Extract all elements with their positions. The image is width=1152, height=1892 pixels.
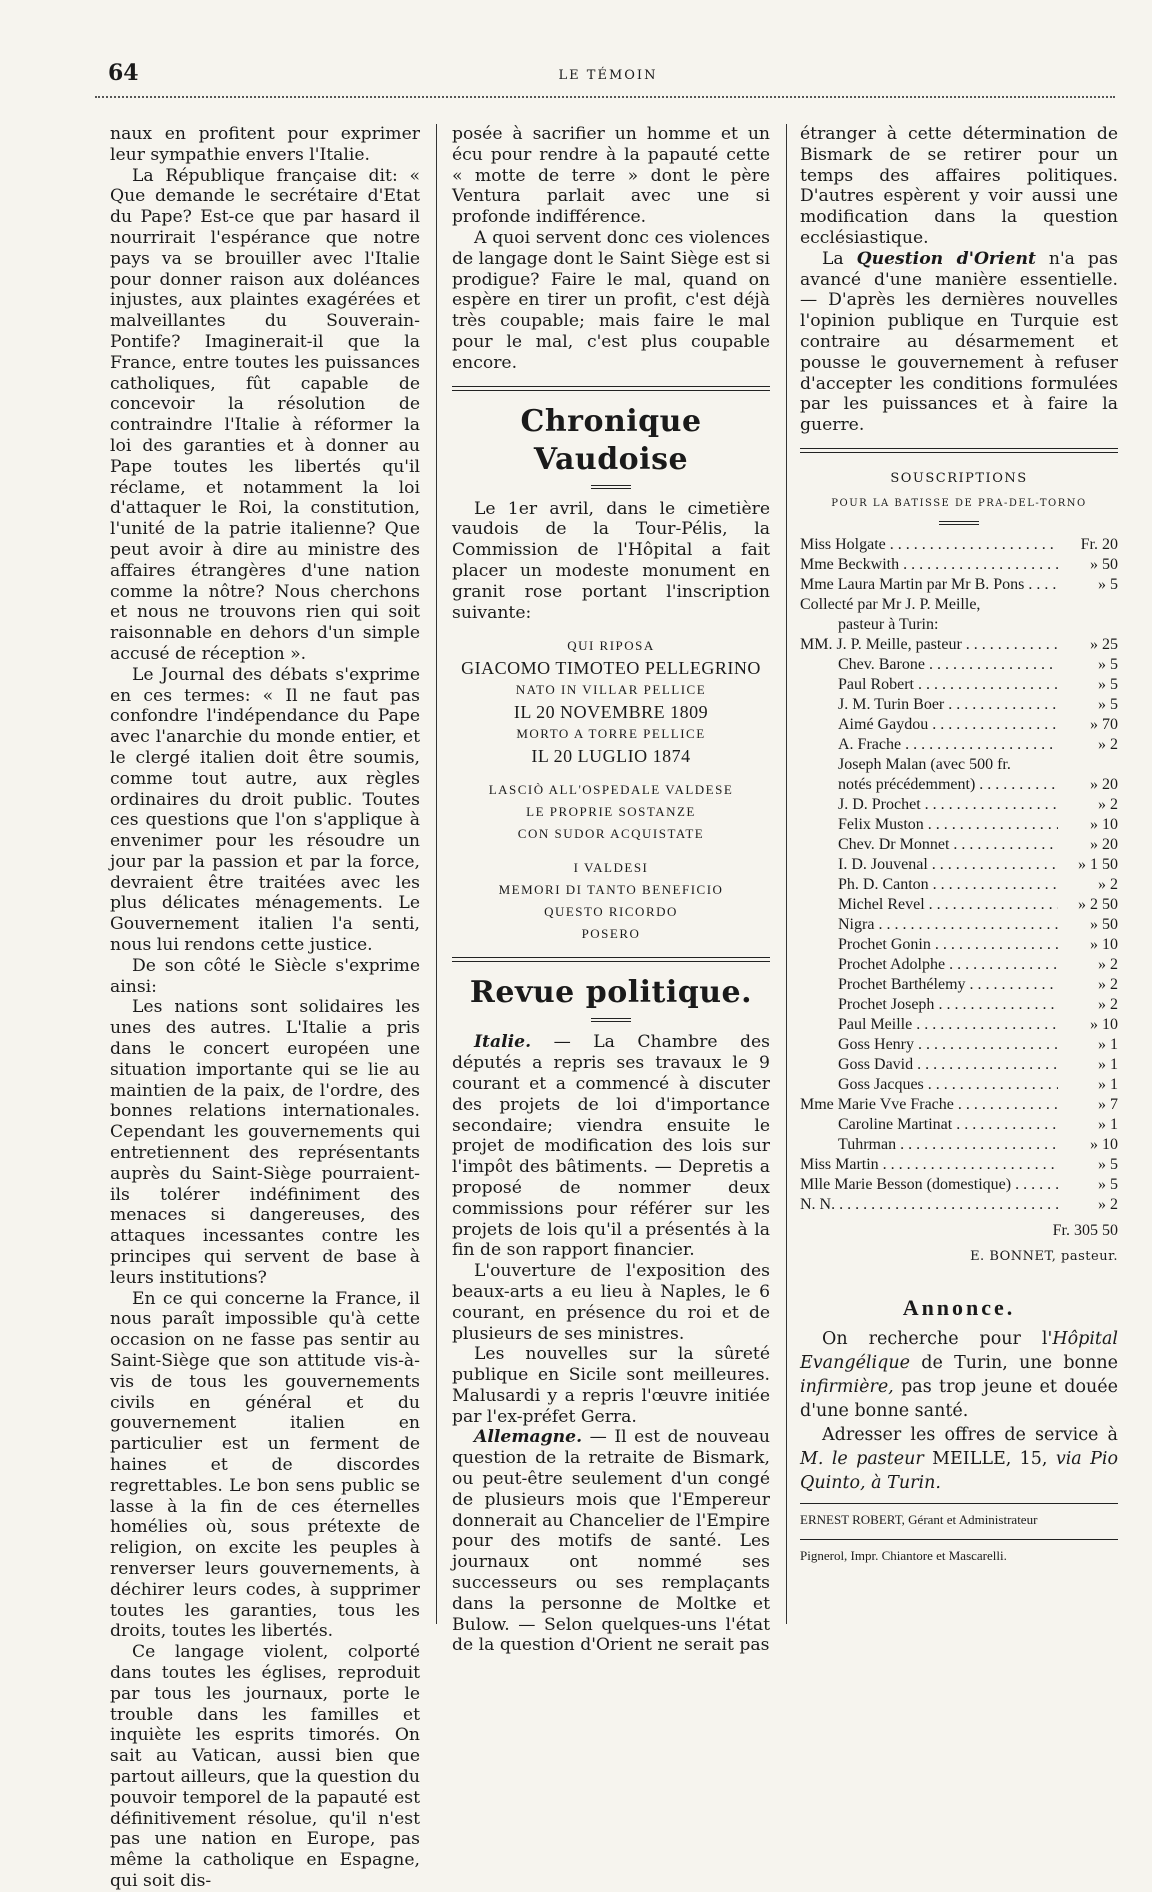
subscription-amount: » 50 <box>1090 915 1118 933</box>
paragraph: Les nouvelles sur la sûreté publique en Sicile sont meilleures. Malusardi y a repris l'œuvre initiée par l'ex-préfet Gerra. <box>452 1344 770 1427</box>
subscription-row <box>800 955 1118 975</box>
subscription-row <box>800 655 1118 675</box>
epitaph-line: I VALDESI <box>573 860 649 876</box>
running-title: LE TÉMOIN <box>558 68 658 83</box>
subscriber-name: notés précédemment) . . . <box>800 775 1058 795</box>
paragraph <box>800 1327 1118 1423</box>
paragraph: posée à sacrifier un homme et un écu pour rendre à la papauté cette « motte de terre » dont le père Ventura parlait avec une si profonde indifférence. <box>452 124 770 228</box>
subscription-amount: » 70 <box>1090 715 1118 733</box>
paragraph: Le Journal des débats s'exprime en ces termes: « Il ne faut pas confondre l'indépendance du Pape avec l'anarchie du monde entier, et le clergé italien doit être soumis, comme tout autre, aux règles ordinaires du droit public. Toutes ces questions que l'on s'applique à envenimer pour les résoudre un jour par la passion et par la force, devraient être traitées avec les plus délicates ménagements. Le Gouvernement italien l'a senti, nous lui rendons cette justice. <box>110 664 420 956</box>
subscription-row <box>800 775 1118 795</box>
paragraph-text: On recherche pour l' <box>822 1328 1053 1349</box>
paragraph <box>800 1423 1118 1495</box>
subscription-row <box>800 1135 1118 1155</box>
subscription-amount: » 5 <box>1098 695 1118 713</box>
subscription-row <box>800 795 1118 815</box>
subscriber-name: Nigra . . . <box>800 915 1058 935</box>
subscriber-name: pasteur à Turin: <box>838 615 939 633</box>
column-1 <box>110 124 420 1892</box>
subscriptions-list <box>800 535 1118 1215</box>
subscriptions-total: Fr. 305 50 <box>1052 1221 1118 1239</box>
subscriber-name: MM. J. P. Meille, pasteur . . . <box>800 635 1058 655</box>
paragraph: A quoi servent donc ces violences de langage dont le Saint Siège est si prodigue? Faire le mal, quand on espère en tirer un profit, c'est déjà très coupable; mais faire le mal pour le mal, c'est plus coupable encore. <box>452 227 770 373</box>
subscriber-name: Goss David . . . <box>800 1055 1058 1075</box>
subscription-amount: » 10 <box>1090 935 1118 953</box>
epitaph-line: IL 20 LUGLIO 1874 <box>531 746 691 767</box>
subscription-amount: » 2 50 <box>1078 895 1118 913</box>
subscription-row <box>800 935 1118 955</box>
paragraph-text: infirmière, <box>800 1376 894 1397</box>
subscriber-name: Goss Jacques . . . <box>800 1075 1058 1095</box>
subscription-row <box>800 875 1118 895</box>
subscriber-name: Joseph Malan (avec 500 fr. <box>838 755 1011 773</box>
subscriber-name: Michel Revel . . . <box>800 895 1058 915</box>
paragraph: Le 1er avril, dans le cimetière vaudois de la Tour-Pélis, la Commission de l'Hôpital a fait placer un modeste monument en granit rose portant l'inscription suivante: <box>452 498 770 623</box>
subscription-amount: » 20 <box>1090 775 1118 793</box>
subscription-row <box>800 1195 1118 1215</box>
subscriber-name: Mme Marie Vve Frache . . . <box>800 1095 1058 1115</box>
subscriber-name: Miss Martin . . . <box>800 1155 1058 1175</box>
subscription-row <box>800 595 1118 615</box>
subscription-amount: » 2 <box>1098 975 1118 993</box>
subscriber-name: Prochet Barthélemy . . . <box>800 975 1058 995</box>
subscription-amount: » 1 <box>1098 1035 1118 1053</box>
subscriber-name: Mme Beckwith . . . <box>800 555 1058 575</box>
paragraph-text: La <box>822 248 857 269</box>
epitaph-line: LE PROPRIE SOSTANZE <box>526 804 696 820</box>
page-header <box>108 60 1108 96</box>
subscriber-name: J. D. Prochet . . . <box>800 795 1058 815</box>
short-rule <box>591 1018 631 1022</box>
subscription-amount: » 25 <box>1090 635 1118 653</box>
subscription-row <box>800 1175 1118 1195</box>
subscription-row <box>800 815 1118 835</box>
subscription-row <box>800 555 1118 575</box>
epitaph-line: MORTO A TORRE PELLICE <box>516 726 706 742</box>
subscription-amount: » 5 <box>1098 1155 1118 1173</box>
subscription-row <box>800 755 1118 775</box>
paragraph: naux en profitent pour exprimer leur sympathie envers l'Italie. <box>110 124 420 165</box>
epitaph-line: NATO IN VILLAR PELLICE <box>515 682 707 698</box>
header-rule <box>95 96 1115 98</box>
epitaph-line: POSERO <box>581 926 641 942</box>
subscription-amount: » 2 <box>1098 795 1118 813</box>
subscription-row <box>800 735 1118 755</box>
paragraph-text: pas trop jeune et douée d'une bonne santé. <box>800 1376 1118 1421</box>
subscription-row <box>800 1075 1118 1095</box>
revue-title: Revue politique. <box>469 975 753 1011</box>
subscription-amount: » 2 <box>1098 735 1118 753</box>
subscription-amount: » 1 <box>1098 1075 1118 1093</box>
page-number: 64 <box>108 60 139 86</box>
subscription-row <box>800 835 1118 855</box>
paragraph <box>800 249 1118 436</box>
epitaph-line: QUESTO RICORDO <box>544 904 678 920</box>
subscription-amount: » 2 <box>1098 875 1118 893</box>
subscription-amount: » 10 <box>1090 815 1118 833</box>
paragraph-text: de Turin, une bonne <box>909 1352 1118 1373</box>
paragraph: L'ouverture de l'exposition des beaux-arts a eu lieu à Naples, le 6 courant, en présence du roi et de plusieurs de ses ministres. <box>452 1261 770 1344</box>
subscription-row <box>800 615 1118 635</box>
paragraph-text: M. le pasteur <box>800 1448 924 1469</box>
subscription-row <box>800 975 1118 995</box>
epitaph-line: IL 20 NOVEMBRE 1809 <box>513 702 709 723</box>
section-lead: Question d'Orient <box>856 248 1036 269</box>
paragraph: En ce qui concerne la France, il nous paraît impossible qu'à cette occasion on ne fasse pas sentir au Saint-Siège que son attitude vis-à-vis de tous les gouvernements civils en général et du gouvernement italien en particulier est un ferment de haines et de discordes regrettables. Le bon sens public se lasse à la fin de ces éternelles homélies où, sous prétexte de religion, on excite les peuples à renverser leurs gouvernements, à déchirer leurs codes, à supprimer toutes les garanties, tous les droits, toutes les libertés. <box>110 1288 420 1642</box>
subscriber-name: Aimé Gaydou . . . <box>800 715 1058 735</box>
subscription-amount: » 5 <box>1098 1175 1118 1193</box>
annonce-title: Annonce. <box>902 1295 1016 1321</box>
subscriber-name: Paul Meille . . . <box>800 1015 1058 1035</box>
column-2 <box>452 124 770 1656</box>
signature: E. BONNET, pasteur. <box>970 1249 1118 1265</box>
subscription-row <box>800 695 1118 715</box>
subscriptions-subtitle: POUR LA BATISSE DE PRA-DEL-TORNO <box>831 497 1087 509</box>
epitaph <box>452 635 770 945</box>
subscription-amount: » 2 <box>1098 1195 1118 1213</box>
subscriber-name: Prochet Gonin . . . <box>800 935 1058 955</box>
gerant-line: ERNEST ROBERT, Gérant et Administrateur <box>800 1511 1038 1527</box>
subscriber-name: Prochet Joseph . . . <box>800 995 1058 1015</box>
short-rule <box>939 521 979 525</box>
subscriber-name: A. Frache . . . <box>800 735 1058 755</box>
subscriber-name: Paul Robert . . . <box>800 675 1058 695</box>
section-lead: Italie. <box>474 1032 532 1053</box>
subscriber-name: Felix Muston . . . <box>800 815 1058 835</box>
paragraph-text: — La Chambre des députés a repris ses travaux le 9 courant et a commencé à discuter des projets de loi d'importance secondaire; viendra ensuite le projet de modification des lois sur l'impôt des bâtiments. — Depretis a proposé de nommer deux commissions pour référer sur les projets de lois qu'il a présentés à la fin de son rapport financier. <box>452 1032 770 1261</box>
subscription-row <box>800 995 1118 1015</box>
section-rule <box>800 448 1118 453</box>
subscription-row <box>800 1035 1118 1055</box>
paragraph: Les nations sont solidaires les unes des autres. L'Italie a pris dans le concert européen une situation importante qui se lie au maintien de la paix, de l'ordre, des bonnes relations internationales. Cependant les gouvernements qui entretiennent des représentants auprès du Saint-Siège pourraient-ils tolérer indéfiniment des menaces si dangereuses, des attaques incessantes contre les principes qui servent de base à leurs institutions? <box>110 997 420 1288</box>
subscriber-name: Collecté par Mr J. P. Meille, <box>800 595 981 613</box>
paragraph-text: — Il est de nouveau question de la retraite de Bismark, ou peut-être seulement d'un congé de plusieurs mois que l'Empereur donnerait au Chancelier de l'Empire pour des motifs de santé. Les journaux ont nommé ses successeurs ou ses remplaçants dans la personne de Moltke et Bulow. — Selon quelques-uns l'état de la question d'Orient ne serait pas <box>452 1427 770 1656</box>
section-lead: Allemagne. <box>474 1427 583 1448</box>
subscriber-name: Tuhrman . . . <box>800 1135 1058 1155</box>
subscription-row <box>800 855 1118 875</box>
paragraph-text: Adresser les offres de service à <box>822 1424 1118 1445</box>
subscriber-name: Chev. Dr Monnet . . . <box>800 835 1058 855</box>
paragraph-text: n'a pas avancé d'une manière essentielle. — D'après les dernières nouvelles l'opinion publique en Turquie est contraire au désarmement et pousse le gouvernement à refuser d'accepter les conditions formulées par les puissances et à faire la guerre. <box>800 248 1118 436</box>
epitaph-line: CON SUDOR ACQUISTATE <box>517 826 705 842</box>
subscriber-name: Mme Laura Martin par Mr B. Pons . . . <box>800 575 1058 595</box>
paragraph <box>452 1427 770 1656</box>
subscription-row <box>800 1055 1118 1075</box>
subscription-amount: » 5 <box>1098 675 1118 693</box>
subscription-row <box>800 915 1118 935</box>
subscription-row <box>800 635 1118 655</box>
subscription-amount: » 50 <box>1090 555 1118 573</box>
subscriber-name: Mlle Marie Besson (domestique) . . . <box>800 1175 1058 1195</box>
section-rule <box>452 386 770 391</box>
subscriber-name: J. M. Turin Boer . . . <box>800 695 1058 715</box>
paragraph: étranger à cette détermination de Bismark de se retirer pour un temps des affaires politiques. D'autres espèrent y voir aussi une modification dans la question ecclésiastique. <box>800 124 1118 248</box>
paragraph-text: Hôpital Evangélique <box>800 1328 1118 1373</box>
paragraph-text: via Pio Quinto, à Turin. <box>800 1448 1118 1493</box>
subscription-amount: » 10 <box>1090 1135 1118 1153</box>
subscription-amount <box>1058 755 1118 775</box>
epitaph-line: MEMORI DI TANTO BENEFICIO <box>498 882 724 898</box>
subscription-amount: » 5 <box>1098 575 1118 593</box>
subscription-amount: » 1 50 <box>1078 855 1118 873</box>
subscription-amount <box>1058 615 1118 635</box>
subscriber-name: Caroline Martinat . . . <box>800 1115 1058 1135</box>
imprint-rule <box>800 1539 1118 1540</box>
printer-line: Pignerol, Impr. Chiantore et Mascarelli. <box>800 1547 1007 1563</box>
subscriber-name: Goss Henry . . . <box>800 1035 1058 1055</box>
short-rule <box>591 485 631 489</box>
epitaph-line: GIACOMO TIMOTEO PELLEGRINO <box>461 658 761 679</box>
subscription-amount: » 2 <box>1098 995 1118 1013</box>
subscriber-name: I. D. Jouvenal . . . <box>800 855 1058 875</box>
column-divider <box>786 124 787 1624</box>
subscriber-name: Chev. Barone . . . <box>800 655 1058 675</box>
subscription-amount: » 1 <box>1098 1115 1118 1133</box>
subscription-row <box>800 1015 1118 1035</box>
paragraph: Ce langage violent, colporté dans toutes les églises, reproduit par tous les journaux, porte le trouble dans les familles et inquiète les esprits timorés. On sait au Vatican, aussi bien que partout ailleurs, que la question du pouvoir temporel de la papauté est définitivement résolue, qu'il n'est pas une nation en Europe, pas même la catholique en Espagne, qui soit dis- <box>110 1642 420 1891</box>
subscription-row <box>800 1155 1118 1175</box>
subscription-row <box>800 715 1118 735</box>
paragraph-text: MEILLE, 15, <box>923 1448 1056 1469</box>
subscriber-name: Prochet Adolphe . . . <box>800 955 1058 975</box>
chronique-title: Chronique Vaudoise <box>520 403 702 477</box>
subscription-amount: » 1 <box>1098 1055 1118 1073</box>
subscription-row <box>800 675 1118 695</box>
subscriptions-title: SOUSCRIPTIONS <box>890 470 1028 486</box>
subscription-amount: » 10 <box>1090 1015 1118 1033</box>
column-3 <box>800 124 1118 1567</box>
subscription-amount: Fr. 20 <box>1080 535 1118 553</box>
section-rule <box>452 957 770 962</box>
column-divider <box>436 124 437 1624</box>
subscription-row <box>800 575 1118 595</box>
epitaph-line: LASCIÒ ALL'OSPEDALE VALDESE <box>488 782 734 798</box>
subscriber-name: Miss Holgate . . . <box>800 535 1058 555</box>
paragraph: De son côté le Siècle s'exprime ainsi: <box>110 955 420 997</box>
subscription-amount <box>1058 595 1118 615</box>
imprint-rule <box>800 1503 1118 1504</box>
subscription-amount: » 5 <box>1098 655 1118 673</box>
epitaph-line: QUI RIPOSA <box>567 638 655 654</box>
subscription-amount: » 20 <box>1090 835 1118 853</box>
paragraph <box>452 1032 770 1261</box>
subscription-amount: » 7 <box>1098 1095 1118 1113</box>
subscription-row <box>800 1095 1118 1115</box>
paragraph: La République française dit: « Que demande le secrétaire d'Etat du Pape? Est-ce que par hasard il nourrirait l'espérance que notre pays va se brouiller avec l'Italie pour donner raison aux doléances injustes, aux plaintes exagérées et malveillantes du Souverain-Pontife? Imaginerait-il que la France, entre toutes les puissances catholiques, fût capable de concevoir la résolution de contraindre l'Italie à réformer la loi des garanties et à donner au Pape toutes les libertés qu'il réclame, et notamment la loi d'attaquer le Roi, la constitution, l'unité de la patrie italienne? Que peut avoir à dire au ministre des affaires étrangères d'une nation comme la nôtre? Nous cherchons et nous ne trouvons rien qui soit raisonnable en dehors d'un simple accusé de réception ». <box>110 165 420 664</box>
annonce <box>800 1327 1118 1495</box>
subscription-amount: » 2 <box>1098 955 1118 973</box>
subscriber-name: Ph. D. Canton . . . <box>800 875 1058 895</box>
subscription-row <box>800 535 1118 555</box>
subscription-row <box>800 1115 1118 1135</box>
subscriber-name: N. N. . . . <box>800 1195 1058 1215</box>
subscription-row <box>800 895 1118 915</box>
